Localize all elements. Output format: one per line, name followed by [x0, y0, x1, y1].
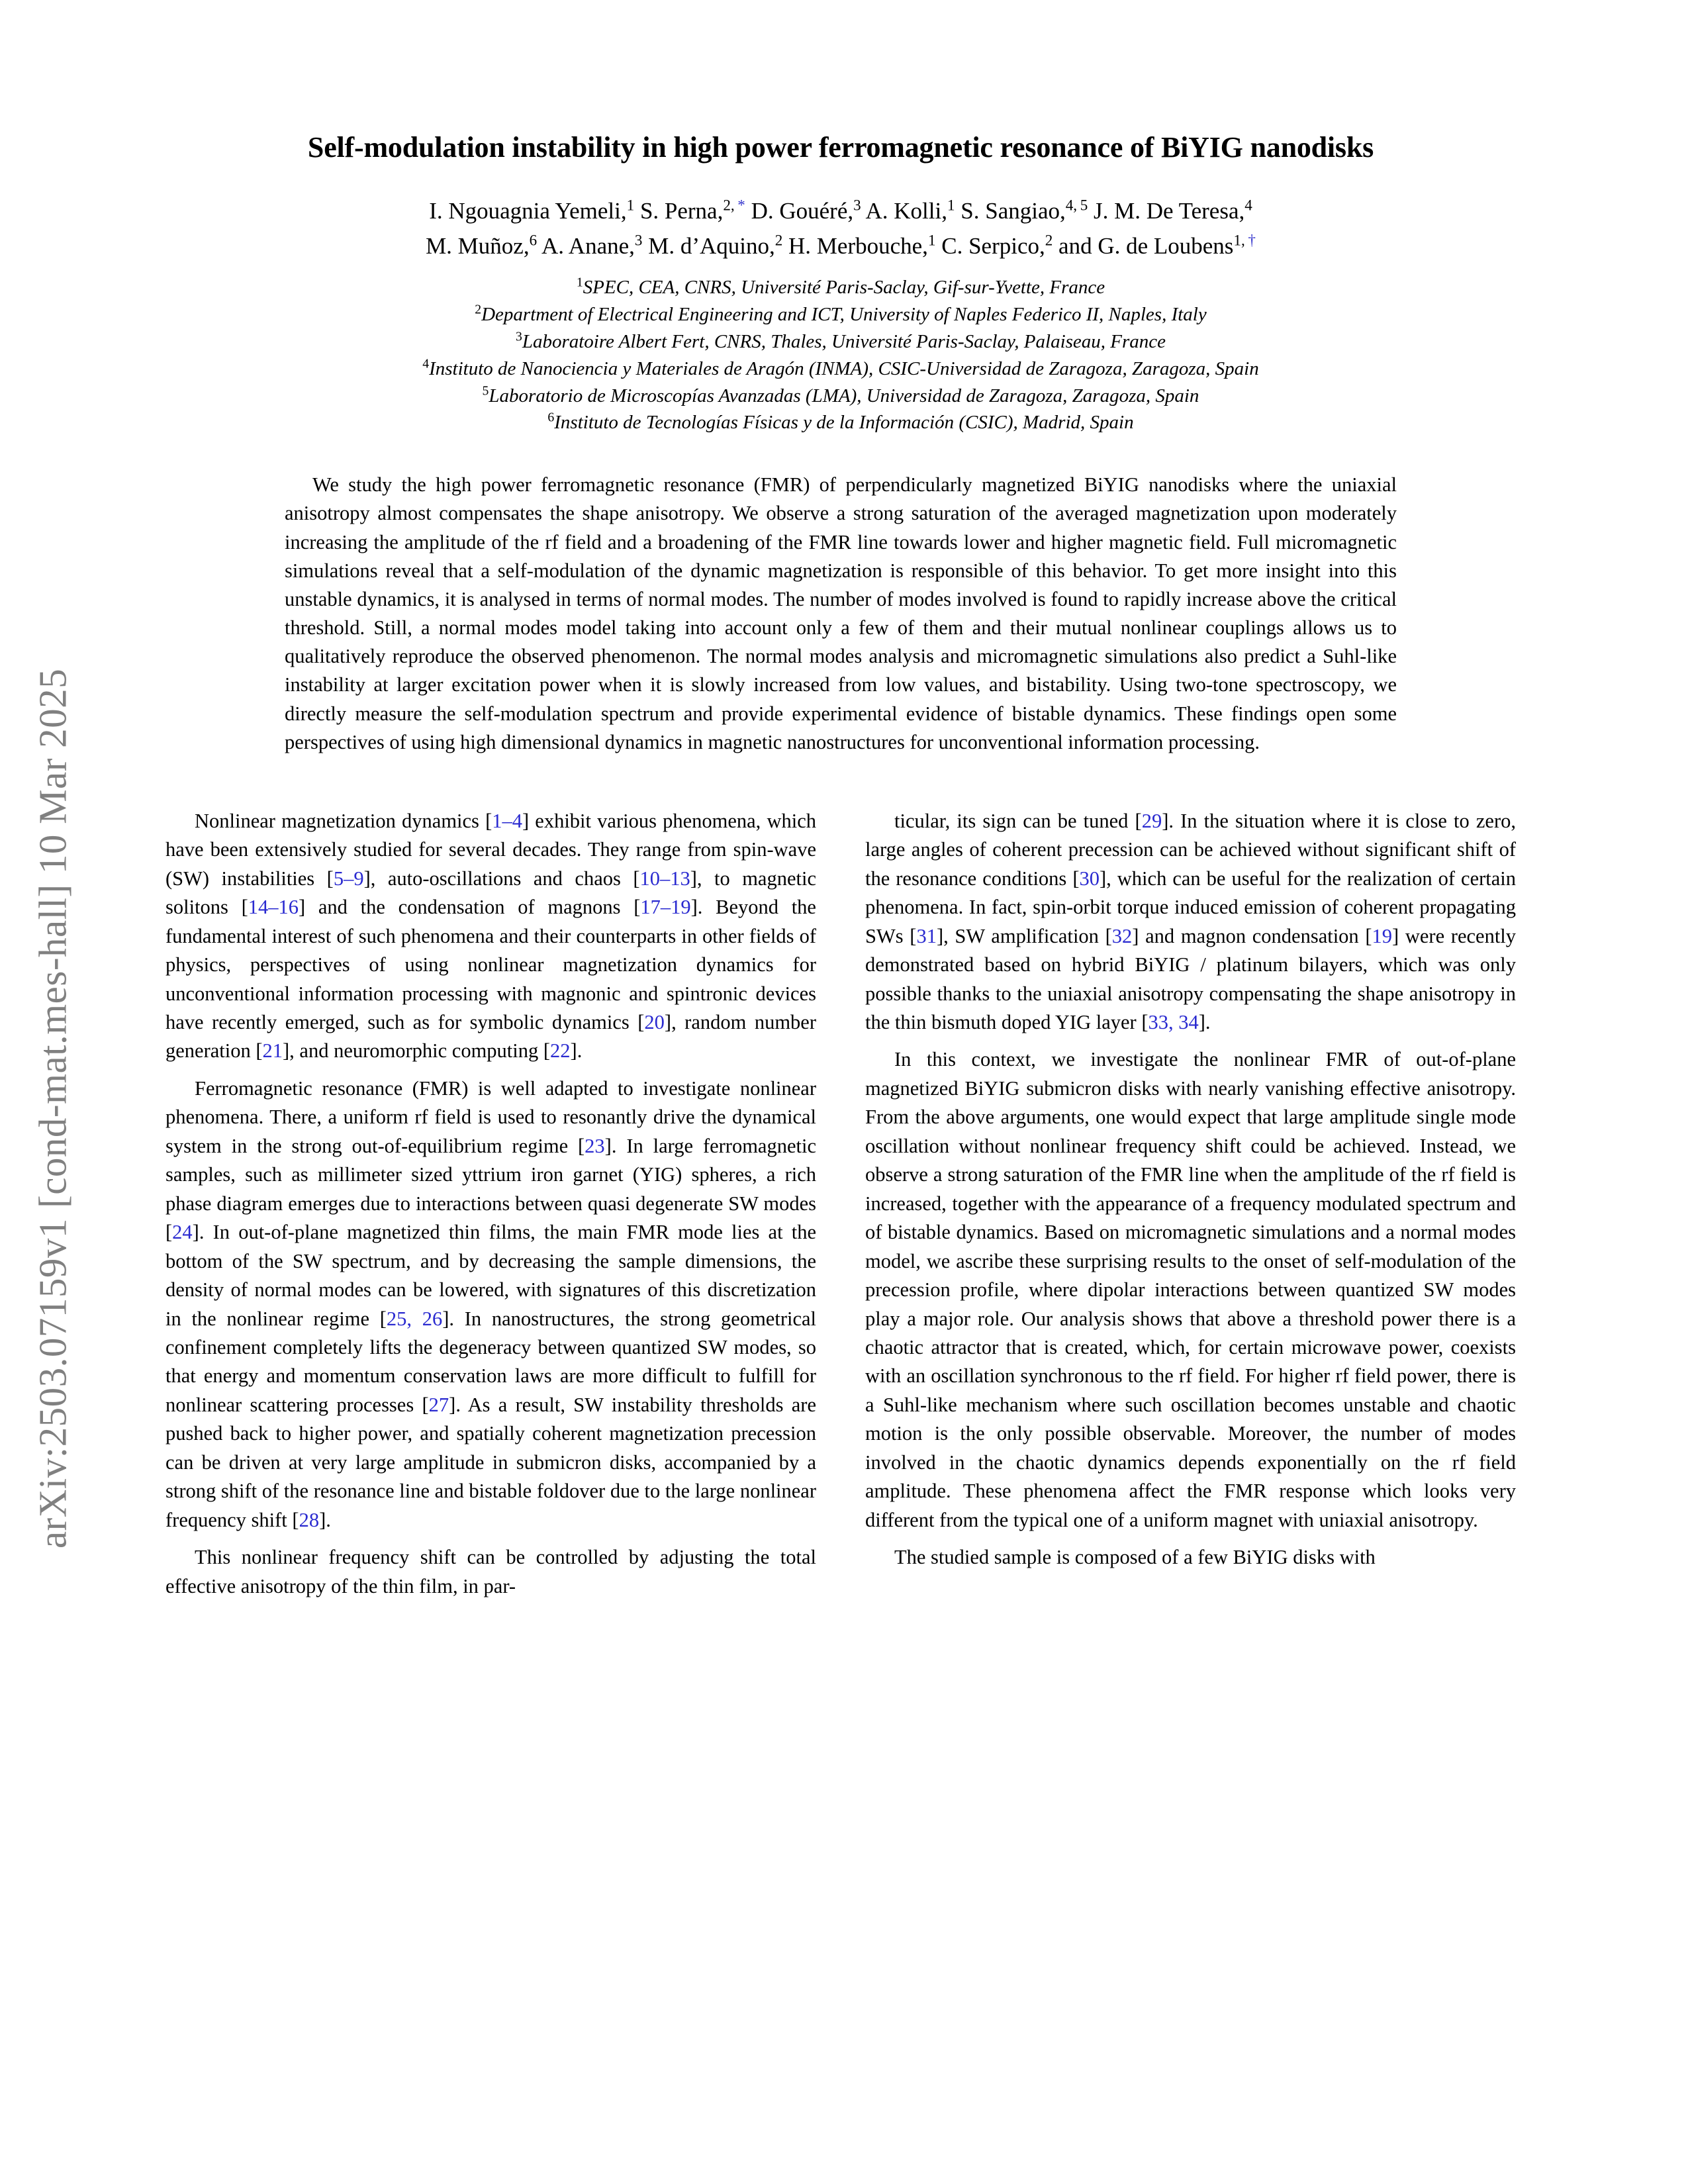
affiliation-text: Instituto de Tecnologías Físicas y de la Información (CSIC), Madrid, Spain [554, 412, 1134, 434]
affiliation-text: Instituto de Nanociencia y Materiales de Aragón (INMA), CSIC-Universidad de Zaragoza, Zaragoza, Spain [429, 357, 1259, 379]
paragraph: The studied sample is composed of a few BiYIG disks with [894, 1546, 1376, 1569]
affiliation-marker: 4 [422, 356, 430, 371]
affiliation-item [165, 274, 1516, 301]
affiliation-item [165, 383, 1516, 410]
author-list [165, 193, 1516, 263]
paragraph: Ferromagnetic resonance (FMR) is well adapted to investigate nonlinear phenomena. There, a uniform rf field is used to resonantly drive the dynamical system in the strong out-of-equilibrium regime [23]. In large ferromagnetic samples, such as millimeter sized yttrium iron garnet (YIG) spheres, a rich phase diagram emerges due to interactions between quasi degenerate SW modes [24]. In out-of-plane magnetized thin films, the main FMR mode lies at the bottom of the SW spectrum, and by decreasing the sample dimensions, the density of normal modes can be lowered, with signatures of this discretization in the nonlinear regime [25, 26]. In nanostructures, the strong geometrical confinement completely lifts the degeneracy between quantized SW modes, so that energy and momentum conservation laws are more difficult to fulfill for nonlinear scattering processes [27]. As a result, SW instability thresholds are pushed back to higher power, and spatially coherent magnetization precession can be driven at very large amplitude in submicron disks, accompanied by a strong shift of the resonance line and bistable foldover due to the large nonlinear frequency shift [28]. [165, 1076, 816, 1531]
affiliation-list [165, 274, 1516, 436]
affiliation-marker: 5 [482, 383, 489, 398]
arxiv-identifier-stamp: arXiv:2503.07159v1 [cond-mat.mes-hall] 10 Mar 2025 [30, 668, 75, 1549]
affiliation-marker: 1 [576, 275, 583, 290]
affiliation-marker: 6 [547, 410, 555, 425]
affiliation-item [165, 356, 1516, 383]
affiliation-text: SPEC, CEA, CNRS, Université Paris-Saclay, Gif-sur-Yvette, France [583, 277, 1105, 299]
author-line-2: M. Muñoz,$^6$ A. Anane,$^3$ M. d’Aquino,$^2$ H. Merbouche,$^1$ C. Serpico,$^2$ and G. de Loubens$^{1, \dagger}$ [426, 231, 1256, 259]
paragraph: This nonlinear frequency shift can be controlled by adjusting the total effective anisotropy of the thin film, in par- [165, 1546, 816, 1597]
author-line-1: I. Ngouagnia Yemeli,$^1$ S. Perna,$^{2, *}$ D. Gouéré,$^3$ A. Kolli,$^1$ S. Sangiao,$^{4, 5}$ J. M. De Teresa,$^4$ [429, 196, 1252, 224]
body-columns [165, 807, 1516, 1601]
affiliation-text: Laboratoire Albert Fert, CNRS, Thales, Université Paris-Saclay, Palaiseau, France [522, 330, 1166, 352]
affiliation-text: Department of Electrical Engineering and ICT, University of Naples Federico II, Naples, Italy [481, 303, 1207, 325]
paragraph: In this context, we investigate the nonlinear FMR of out-of-plane magnetized BiYIG submicron disks with nearly vanishing effective anisotropy. From the above arguments, one would expect that large amplitude single mode oscillation without nonlinear frequency shift could be achieved. Instead, we observe a strong saturation of the FMR line when the amplitude of the rf field is increased, together with the appearance of a frequency modulated spectrum and of bistable dynamics. Based on micromagnetic simulations and a normal modes model, we ascribe these surprising results to the onset of self-modulation of the precession profile, where dipolar interactions between quantized SW modes play a major role. Our analysis shows that above a threshold power there is a chaotic attractor that is created, which, for certain microwave power, coexists with an oscillation synchronous to the rf field. For higher rf field power, there is a Suhl-like mechanism where such oscillation becomes unstable and chaotic motion is the only possible observable. Moreover, the number of modes involved in the chaotic dynamics depends exponentially on the rf field amplitude. These phenomena affect the FMR response which looks very different from the typical one of a uniform magnet with uniaxial anisotropy. [865, 1048, 1516, 1531]
affiliation-text: Laboratorio de Microscopías Avanzadas (LMA), Universidad de Zaragoza, Zaragoza, Spain [489, 385, 1199, 406]
paper-content [165, 0, 1516, 2184]
right-column [865, 807, 1516, 1601]
abstract-text: We study the high power ferromagnetic resonance (FMR) of perpendicularly magnetized BiYIG nanodisks where the uniaxial anisotropy almost compensates the shape anisotropy. We observe a strong saturation of the averaged magnetization upon moderately increasing the amplitude of the rf field and a broadening of the FMR line towards lower and higher magnetic field. Full micromagnetic simulations reveal that a self-modulation of the dynamic magnetization is responsible of this behavior. To get more insight into this unstable dynamics, it is analysed in terms of normal modes. The number of modes involved is found to rapidly increase above the critical threshold. Still, a normal modes model taking into account only a few of them and their mutual nonlinear couplings allows us to qualitatively reproduce the observed phenomenon. The normal modes analysis and micromagnetic simulations also predict a Suhl-like instability at larger excitation power when it is slowly increased from low values, and bistability. Using two-tone spectroscopy, we directly measure the self-modulation spectrum and provide experimental evidence of bistable dynamics. These findings open some perspectives of using high dimensional dynamics in magnetic nanostructures for unconventional information processing. [285, 473, 1397, 753]
abstract-section [285, 471, 1397, 757]
affiliation-marker: 2 [475, 302, 482, 317]
affiliation-marker: 3 [515, 329, 522, 344]
left-column [165, 807, 816, 1601]
paragraph: ticular, its sign can be tuned [29]. In the situation where it is close to zero, large angles of coherent precession can be achieved without significant shift of the resonance conditions [30], which can be useful for the realization of certain phenomena. In fact, spin-orbit torque induced emission of coherent propagating SWs [31], SW amplification [32] and magnon condensation [19] were recently demonstrated based on hybrid BiYIG / platinum bilayers, which was only possible thanks to the uniaxial anisotropy compensating the shape anisotropy in the thin bismuth doped YIG layer [33, 34]. [865, 809, 1517, 1034]
affiliation-item [165, 301, 1516, 328]
page-title: Self-modulation instability in high power ferromagnetic resonance of BiYIG nanodisks [307, 131, 1374, 164]
affiliation-item [165, 409, 1516, 436]
affiliation-item [165, 328, 1516, 356]
paragraph: Nonlinear magnetization dynamics [1–4] exhibit various phenomena, which have been extensively studied for several decades. They range from spin-wave (SW) instabilities [5–9], auto-oscillations and chaos [10–13], to magnetic solitons [14–16] and the condensation of magnons [17–19]. Beyond the fundamental interest of such phenomena and their counterparts in other fields of physics, perspectives of using nonlinear magnetization dynamics for unconventional information processing with magnonic and spintronic devices have recently emerged, such as for symbolic dynamics [20], random number generation [21], and neuromorphic computing [22]. [165, 809, 816, 1063]
